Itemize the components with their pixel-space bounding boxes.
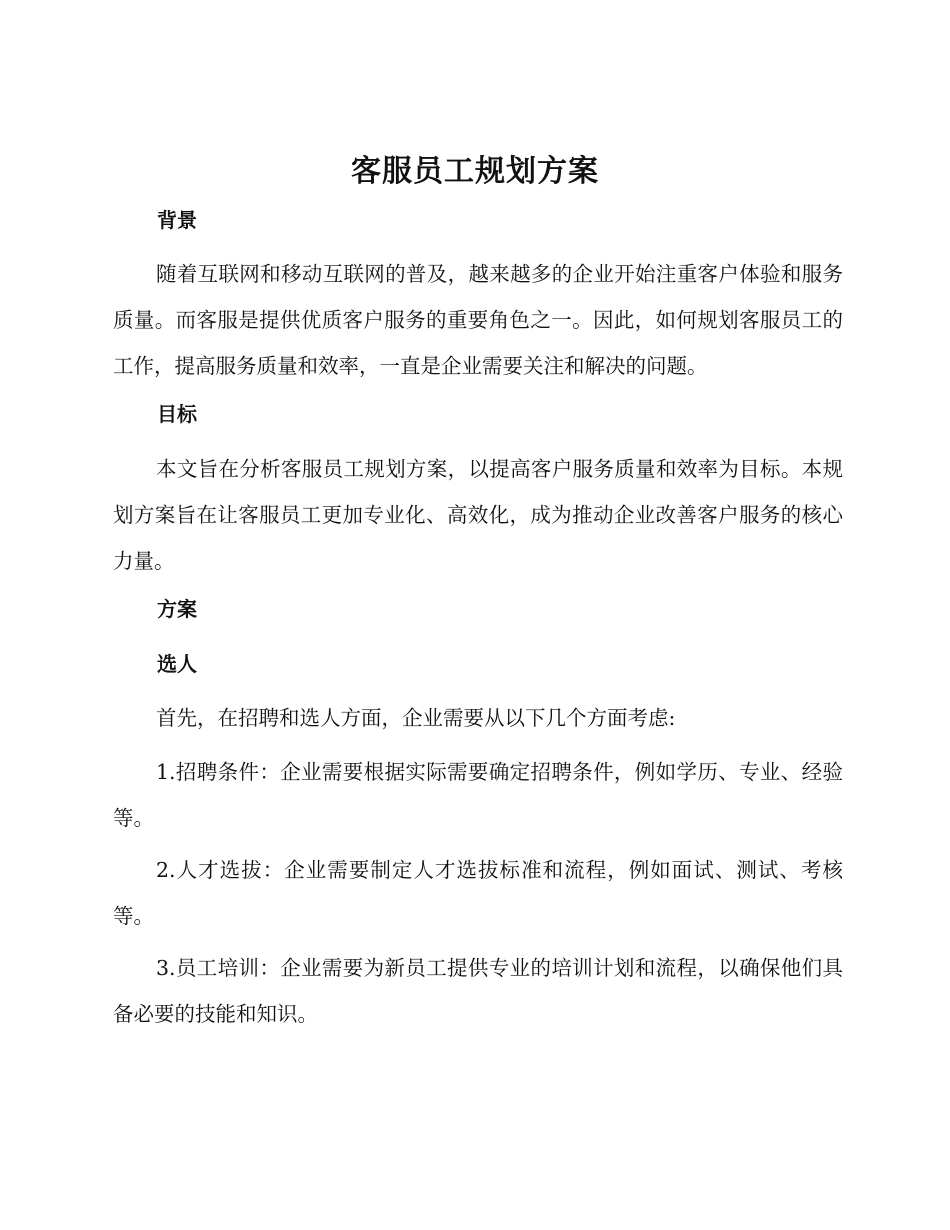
- document-title: 客服员工规划方案: [351, 154, 599, 189]
- section-heading-selection: 选人: [157, 652, 197, 676]
- list-item-talent-selection: 2.人才选拔：企业需要制定人才选拔标准和流程，例如面试、测试、考核等。: [113, 858, 843, 928]
- paragraph-background: 随着互联网和移动互联网的普及，越来越多的企业开始注重客户体验和服务质量。而客服是提供优质客户服务的重要角色之一。因此，如何规划客服员工的工作，提高服务质量和效率，一直是企业需要关注和解决的问题。: [113, 262, 843, 378]
- paragraph-selection-intro: 首先，在招聘和选人方面，企业需要从以下几个方面考虑:: [156, 706, 676, 730]
- section-heading-plan: 方案: [157, 597, 197, 621]
- list-item-recruitment: 1.招聘条件：企业需要根据实际需要确定招聘条件，例如学历、专业、经验等。: [113, 760, 843, 830]
- section-heading-background: 背景: [157, 208, 197, 232]
- section-heading-goal: 目标: [157, 402, 197, 426]
- list-item-training: 3.员工培训：企业需要为新员工提供专业的培训计划和流程，以确保他们具备必要的技能和知识。: [113, 956, 843, 1026]
- paragraph-goal: 本文旨在分析客服员工规划方案，以提高客户服务质量和效率为目标。本规划方案旨在让客服员工更加专业化、高效化，成为推动企业改善客户服务的核心力量。: [113, 457, 843, 573]
